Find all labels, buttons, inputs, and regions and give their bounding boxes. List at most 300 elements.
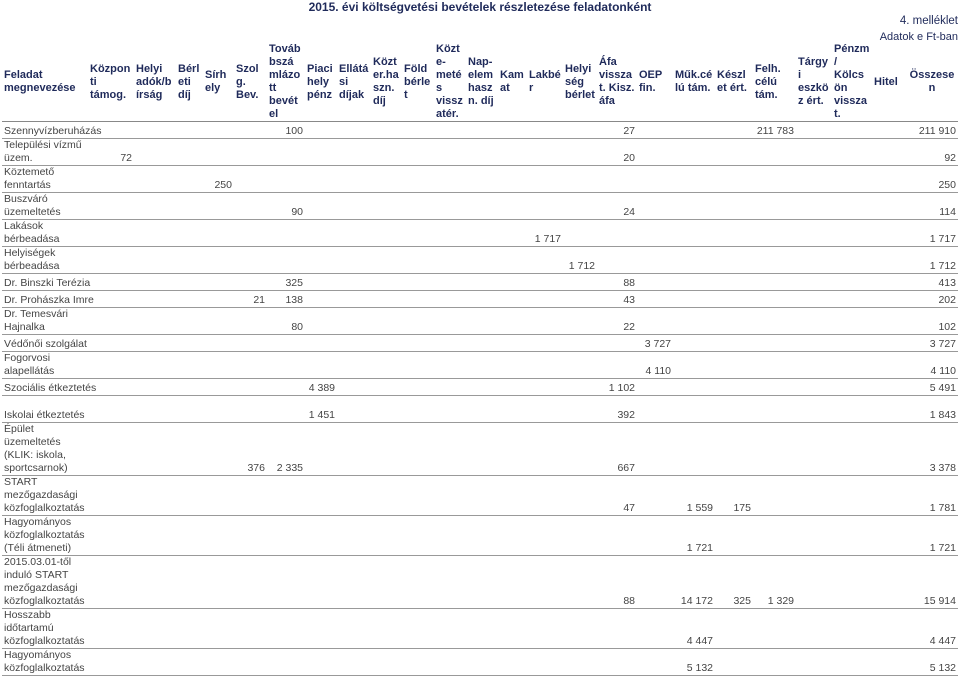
table-cell bbox=[337, 166, 371, 193]
table-cell bbox=[466, 291, 498, 308]
table-cell bbox=[305, 247, 337, 274]
table-cell bbox=[753, 352, 796, 379]
table-cell bbox=[466, 247, 498, 274]
table-cell bbox=[337, 516, 371, 556]
table-cell bbox=[527, 649, 563, 676]
table-cell bbox=[796, 291, 832, 308]
table-row bbox=[2, 122, 958, 139]
table-cell bbox=[563, 220, 597, 247]
table-cell bbox=[527, 423, 563, 476]
table-cell bbox=[88, 396, 134, 423]
header-cell: OEP fin. bbox=[637, 43, 673, 122]
table-cell bbox=[267, 247, 305, 274]
table-cell bbox=[872, 609, 906, 649]
table-cell bbox=[267, 166, 305, 193]
table-cell bbox=[434, 274, 466, 291]
row-label: Hosszabb időtartamú közfoglalkoztatás bbox=[2, 609, 88, 649]
table-cell bbox=[203, 476, 234, 516]
table-cell: 1 721 bbox=[673, 516, 715, 556]
table-cell: 4 110 bbox=[637, 352, 673, 379]
table-cell bbox=[872, 516, 906, 556]
table-cell bbox=[305, 308, 337, 335]
table-cell bbox=[753, 476, 796, 516]
table-cell bbox=[337, 247, 371, 274]
table-row bbox=[2, 274, 958, 291]
table-cell bbox=[753, 274, 796, 291]
table-cell bbox=[498, 274, 527, 291]
table-cell bbox=[402, 609, 434, 649]
table-cell bbox=[872, 396, 906, 423]
table-cell bbox=[872, 556, 906, 609]
table-cell bbox=[832, 139, 872, 166]
table-cell bbox=[715, 609, 753, 649]
table-cell bbox=[715, 291, 753, 308]
table-cell bbox=[267, 396, 305, 423]
table-cell bbox=[673, 423, 715, 476]
table-cell: 14 172 bbox=[673, 556, 715, 609]
table-cell bbox=[176, 649, 203, 676]
table-cell bbox=[134, 423, 176, 476]
table-cell bbox=[466, 139, 498, 166]
table-cell bbox=[305, 649, 337, 676]
table-cell bbox=[88, 274, 134, 291]
table-cell bbox=[305, 352, 337, 379]
table-cell bbox=[527, 609, 563, 649]
table-cell bbox=[498, 423, 527, 476]
header-cell: Áfa visszat. Kisz. áfa bbox=[597, 43, 637, 122]
table-cell bbox=[134, 516, 176, 556]
table-cell: 21 bbox=[234, 291, 267, 308]
table-cell bbox=[176, 396, 203, 423]
table-cell bbox=[637, 476, 673, 516]
table-cell bbox=[637, 166, 673, 193]
table-cell bbox=[371, 379, 402, 396]
table-cell bbox=[134, 609, 176, 649]
table-cell bbox=[498, 220, 527, 247]
row-label: START mezőgazdasági közfoglalkoztatás bbox=[2, 476, 88, 516]
row-label: Helyiségek bérbeadása bbox=[2, 247, 88, 274]
table-cell bbox=[498, 308, 527, 335]
table-cell bbox=[715, 423, 753, 476]
table-cell bbox=[753, 335, 796, 352]
table-cell bbox=[434, 139, 466, 166]
table-cell bbox=[402, 335, 434, 352]
table-cell bbox=[563, 193, 597, 220]
row-label: Épület üzemeltetés (KLIK: iskola, sportcsarnok) bbox=[2, 423, 88, 476]
row-total-cell: 1 712 bbox=[906, 247, 958, 274]
table-cell bbox=[715, 274, 753, 291]
table-cell bbox=[527, 291, 563, 308]
table-cell bbox=[234, 352, 267, 379]
table-cell bbox=[832, 396, 872, 423]
table-cell bbox=[673, 166, 715, 193]
table-cell bbox=[88, 291, 134, 308]
table-cell bbox=[872, 274, 906, 291]
table-cell bbox=[832, 220, 872, 247]
table-cell bbox=[673, 352, 715, 379]
table-cell bbox=[832, 291, 872, 308]
table-cell bbox=[267, 649, 305, 676]
table-cell bbox=[597, 220, 637, 247]
table-cell bbox=[88, 516, 134, 556]
table-cell bbox=[498, 516, 527, 556]
row-total-cell: 92 bbox=[906, 139, 958, 166]
table-cell bbox=[796, 476, 832, 516]
table-cell bbox=[498, 476, 527, 516]
table-cell bbox=[176, 609, 203, 649]
table-cell bbox=[715, 396, 753, 423]
table-cell bbox=[337, 609, 371, 649]
row-label: 2015.03.01-től induló START mezőgazdasági közfoglalkoztatás bbox=[2, 556, 88, 609]
table-cell bbox=[371, 396, 402, 423]
table-cell bbox=[134, 274, 176, 291]
table-cell bbox=[466, 556, 498, 609]
table-cell bbox=[305, 556, 337, 609]
row-total-cell: 4 447 bbox=[906, 609, 958, 649]
table-cell bbox=[234, 335, 267, 352]
table-cell bbox=[234, 274, 267, 291]
table-cell bbox=[337, 649, 371, 676]
table-cell bbox=[796, 335, 832, 352]
table-cell bbox=[832, 335, 872, 352]
table-cell bbox=[134, 308, 176, 335]
table-row bbox=[2, 423, 958, 476]
table-cell bbox=[498, 193, 527, 220]
table-row bbox=[2, 291, 958, 308]
table-cell bbox=[203, 609, 234, 649]
row-total-cell: 5 491 bbox=[906, 379, 958, 396]
table-cell bbox=[434, 609, 466, 649]
table-cell bbox=[872, 220, 906, 247]
table-cell bbox=[796, 649, 832, 676]
revenue-table bbox=[2, 43, 958, 676]
table-cell bbox=[563, 308, 597, 335]
table-cell: 250 bbox=[203, 166, 234, 193]
table-cell bbox=[673, 220, 715, 247]
table-cell bbox=[234, 516, 267, 556]
table-cell bbox=[715, 122, 753, 139]
row-label: Védőnői szolgálat bbox=[2, 335, 88, 352]
table-cell bbox=[371, 335, 402, 352]
table-cell: 667 bbox=[597, 423, 637, 476]
table-cell bbox=[371, 556, 402, 609]
table-cell bbox=[371, 122, 402, 139]
table-cell bbox=[715, 308, 753, 335]
table-row bbox=[2, 193, 958, 220]
table-cell bbox=[88, 609, 134, 649]
table-cell bbox=[176, 516, 203, 556]
table-cell bbox=[203, 335, 234, 352]
table-cell: 211 783 bbox=[753, 122, 796, 139]
table-row bbox=[2, 166, 958, 193]
table-cell bbox=[402, 396, 434, 423]
table-cell bbox=[305, 423, 337, 476]
table-cell bbox=[134, 166, 176, 193]
table-cell bbox=[234, 220, 267, 247]
table-row bbox=[2, 335, 958, 352]
table-cell bbox=[176, 166, 203, 193]
table-cell bbox=[371, 649, 402, 676]
table-cell bbox=[673, 122, 715, 139]
table-cell bbox=[176, 291, 203, 308]
table-cell bbox=[267, 516, 305, 556]
table-cell: 4 389 bbox=[305, 379, 337, 396]
table-cell bbox=[402, 423, 434, 476]
table-cell bbox=[134, 396, 176, 423]
table-cell bbox=[305, 166, 337, 193]
table-cell bbox=[337, 396, 371, 423]
table-cell bbox=[796, 609, 832, 649]
table-cell: 90 bbox=[267, 193, 305, 220]
row-label: Szennyvízberuházás bbox=[2, 122, 88, 139]
table-cell bbox=[134, 379, 176, 396]
table-cell bbox=[673, 308, 715, 335]
table-cell bbox=[371, 609, 402, 649]
table-cell bbox=[88, 166, 134, 193]
header-cell: Felh. célú tám. bbox=[753, 43, 796, 122]
table-cell bbox=[337, 274, 371, 291]
table-cell bbox=[527, 308, 563, 335]
table-row bbox=[2, 396, 958, 423]
table-cell bbox=[563, 609, 597, 649]
table-cell bbox=[832, 166, 872, 193]
table-cell bbox=[337, 193, 371, 220]
table-cell bbox=[203, 516, 234, 556]
table-row bbox=[2, 516, 958, 556]
header-cell: Készlet ért. bbox=[715, 43, 753, 122]
table-cell bbox=[434, 379, 466, 396]
table-cell bbox=[176, 220, 203, 247]
table-cell bbox=[498, 649, 527, 676]
header-cell: Lakbér bbox=[527, 43, 563, 122]
table-cell bbox=[234, 649, 267, 676]
table-cell bbox=[753, 220, 796, 247]
table-cell bbox=[637, 274, 673, 291]
table-cell bbox=[88, 193, 134, 220]
row-total-cell: 1 781 bbox=[906, 476, 958, 516]
table-cell bbox=[234, 396, 267, 423]
table-cell bbox=[203, 139, 234, 166]
table-cell bbox=[563, 352, 597, 379]
table-cell bbox=[267, 556, 305, 609]
table-cell: 100 bbox=[267, 122, 305, 139]
row-total-cell: 413 bbox=[906, 274, 958, 291]
table-cell bbox=[563, 556, 597, 609]
table-cell bbox=[434, 122, 466, 139]
table-cell bbox=[402, 379, 434, 396]
table-cell bbox=[563, 379, 597, 396]
row-label: Iskolai étkeztetés bbox=[2, 396, 88, 423]
row-label: Hagyományos közfoglalkoztatás bbox=[2, 649, 88, 676]
row-total-cell: 15 914 bbox=[906, 556, 958, 609]
table-cell bbox=[832, 556, 872, 609]
table-cell bbox=[337, 379, 371, 396]
table-cell bbox=[234, 247, 267, 274]
table-cell bbox=[832, 649, 872, 676]
table-cell bbox=[88, 352, 134, 379]
table-cell bbox=[832, 516, 872, 556]
table-cell bbox=[753, 609, 796, 649]
header-cell: Továbbszámlázott bevétel bbox=[267, 43, 305, 122]
table-cell bbox=[872, 166, 906, 193]
table-cell bbox=[234, 556, 267, 609]
table-cell bbox=[796, 139, 832, 166]
header-cell: Közter.haszn.díj bbox=[371, 43, 402, 122]
table-cell: 20 bbox=[597, 139, 637, 166]
table-cell bbox=[466, 516, 498, 556]
table-cell bbox=[134, 247, 176, 274]
table-cell bbox=[872, 122, 906, 139]
table-cell bbox=[176, 122, 203, 139]
table-cell bbox=[88, 476, 134, 516]
table-row bbox=[2, 649, 958, 676]
table-cell bbox=[88, 556, 134, 609]
row-label: Hagyományos közfoglalkoztatás (Téli átmeneti) bbox=[2, 516, 88, 556]
table-cell bbox=[337, 139, 371, 166]
table-cell bbox=[872, 247, 906, 274]
table-cell: 43 bbox=[597, 291, 637, 308]
table-cell bbox=[402, 220, 434, 247]
table-cell bbox=[832, 247, 872, 274]
table-cell bbox=[466, 274, 498, 291]
table-cell bbox=[234, 308, 267, 335]
table-cell bbox=[305, 516, 337, 556]
table-cell bbox=[371, 423, 402, 476]
table-cell bbox=[371, 291, 402, 308]
table-cell bbox=[134, 476, 176, 516]
table-cell bbox=[267, 220, 305, 247]
header-cell: Helyiség bérlet bbox=[563, 43, 597, 122]
row-total-cell: 1 843 bbox=[906, 396, 958, 423]
table-cell bbox=[305, 291, 337, 308]
table-cell: 5 132 bbox=[673, 649, 715, 676]
table-cell bbox=[563, 396, 597, 423]
table-cell bbox=[872, 193, 906, 220]
table-cell bbox=[637, 556, 673, 609]
table-cell bbox=[337, 220, 371, 247]
table-cell bbox=[371, 166, 402, 193]
table-cell bbox=[434, 516, 466, 556]
table-cell bbox=[673, 247, 715, 274]
table-cell bbox=[832, 122, 872, 139]
table-cell bbox=[134, 335, 176, 352]
table-row bbox=[2, 308, 958, 335]
table-cell: 1 451 bbox=[305, 396, 337, 423]
table-cell bbox=[796, 122, 832, 139]
row-total-cell: 211 910 bbox=[906, 122, 958, 139]
table-cell bbox=[715, 516, 753, 556]
table-cell bbox=[563, 649, 597, 676]
table-cell bbox=[796, 220, 832, 247]
table-cell bbox=[527, 379, 563, 396]
table-cell bbox=[466, 166, 498, 193]
table-cell bbox=[371, 476, 402, 516]
table-cell bbox=[434, 476, 466, 516]
table-cell bbox=[305, 274, 337, 291]
table-row bbox=[2, 247, 958, 274]
table-cell bbox=[673, 274, 715, 291]
header-cell: Központi támog. bbox=[88, 43, 134, 122]
table-cell bbox=[402, 308, 434, 335]
table-cell bbox=[753, 379, 796, 396]
table-cell bbox=[337, 335, 371, 352]
table-cell bbox=[176, 193, 203, 220]
table-cell bbox=[498, 291, 527, 308]
table-row bbox=[2, 556, 958, 609]
table-cell bbox=[134, 556, 176, 609]
table-cell bbox=[234, 193, 267, 220]
table-cell bbox=[466, 649, 498, 676]
table-cell bbox=[796, 379, 832, 396]
table-cell bbox=[637, 139, 673, 166]
table-cell bbox=[563, 166, 597, 193]
table-cell: 175 bbox=[715, 476, 753, 516]
table-cell: 1 559 bbox=[673, 476, 715, 516]
table-cell bbox=[872, 476, 906, 516]
table-cell bbox=[305, 193, 337, 220]
table-cell bbox=[498, 139, 527, 166]
table-cell bbox=[176, 352, 203, 379]
table-cell bbox=[527, 352, 563, 379]
table-cell bbox=[637, 379, 673, 396]
table-cell bbox=[527, 335, 563, 352]
row-label: Buszváró üzemeltetés bbox=[2, 193, 88, 220]
row-label: Dr. Prohászka Imre bbox=[2, 291, 88, 308]
table-cell bbox=[597, 649, 637, 676]
table-cell bbox=[796, 352, 832, 379]
table-cell bbox=[371, 308, 402, 335]
table-cell bbox=[527, 193, 563, 220]
table-cell bbox=[637, 193, 673, 220]
table-cell bbox=[203, 308, 234, 335]
table-cell bbox=[796, 396, 832, 423]
table-cell bbox=[234, 139, 267, 166]
table-cell bbox=[753, 291, 796, 308]
table-cell bbox=[434, 193, 466, 220]
table-cell bbox=[203, 396, 234, 423]
table-cell bbox=[88, 247, 134, 274]
header-cell: Piaci helypénz bbox=[305, 43, 337, 122]
table-cell bbox=[563, 291, 597, 308]
table-cell bbox=[715, 379, 753, 396]
header-cell: Ellátási díjak bbox=[337, 43, 371, 122]
table-cell bbox=[597, 516, 637, 556]
header-cell: Pénzm/ Kölcsön visszat. bbox=[832, 43, 872, 122]
header-cell: Közte-metés visszatér. bbox=[434, 43, 466, 122]
table-cell bbox=[466, 396, 498, 423]
table-cell bbox=[234, 166, 267, 193]
table-cell bbox=[673, 396, 715, 423]
table-row bbox=[2, 352, 958, 379]
table-cell bbox=[796, 556, 832, 609]
table-cell bbox=[715, 352, 753, 379]
table-cell bbox=[527, 247, 563, 274]
table-cell bbox=[498, 352, 527, 379]
table-cell bbox=[637, 423, 673, 476]
table-row bbox=[2, 609, 958, 649]
table-cell bbox=[832, 609, 872, 649]
table-cell bbox=[203, 220, 234, 247]
table-cell bbox=[402, 649, 434, 676]
table-cell bbox=[563, 274, 597, 291]
table-cell bbox=[753, 166, 796, 193]
table-cell: 325 bbox=[715, 556, 753, 609]
table-cell bbox=[203, 352, 234, 379]
annex-number: 4. melléklet bbox=[899, 15, 958, 27]
table-cell bbox=[434, 556, 466, 609]
table-cell: 22 bbox=[597, 308, 637, 335]
table-cell bbox=[203, 193, 234, 220]
